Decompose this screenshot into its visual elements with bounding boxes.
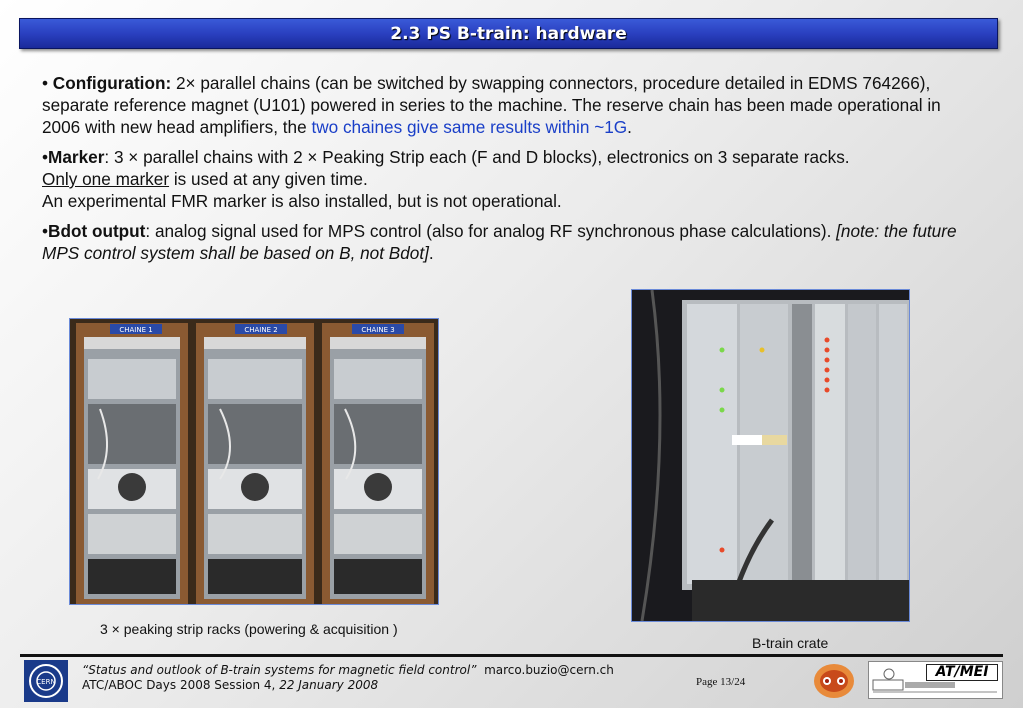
footer-divider xyxy=(20,654,1003,657)
bullet-bdot xyxy=(42,220,962,264)
chain-label-3: CHAINE 3 xyxy=(361,326,395,334)
slide-title-bar xyxy=(19,18,998,49)
config-highlight: two chaines give same results within ~1G xyxy=(311,117,628,137)
footer-text xyxy=(82,663,614,693)
marker-label: Marker xyxy=(48,147,105,167)
bdot-label: Bdot output xyxy=(48,221,146,241)
rack-cabinet-2 xyxy=(196,323,314,604)
config-text: 2× parallel chains (can be switched by swapping connectors, procedure detailed in EDMS 764266), separate reference magnet (U101) powered in series to the machine. The reserve chain has been made operational in 2006 with new head amplifiers, the xyxy=(42,73,941,137)
bdot-note: [note: the future MPS control system shall be based on B, not Bdot] xyxy=(42,221,957,263)
atmei-label: AT/MEI xyxy=(926,664,998,681)
config-end: . xyxy=(627,117,632,137)
page-number: Page 13/24 xyxy=(696,676,746,688)
marker-text2: is used at any given time. xyxy=(169,169,368,189)
footer-line-1 xyxy=(82,663,614,678)
crate-photo xyxy=(631,289,910,622)
slide-content xyxy=(42,72,962,272)
footer-quote: “Status and outlook of B-train systems for magnetic field control” xyxy=(82,663,477,677)
crate-caption: B-train crate xyxy=(752,635,829,651)
atmei-logo xyxy=(868,661,1003,699)
config-label: Configuration: xyxy=(52,73,172,93)
slide-title: 2.3 PS B-train: hardware xyxy=(390,23,627,44)
footer-event: ATC/ABOC Days 2008 Session 4, xyxy=(82,678,280,692)
rack-cabinet-1 xyxy=(76,323,188,604)
bullet-mark: • xyxy=(42,73,53,93)
bdot-text: : analog signal used for MPS control (also for analog RF synchronous phase calculations). xyxy=(145,221,837,241)
chain-label-1: CHAINE 1 xyxy=(119,326,153,334)
bdot-end: . xyxy=(428,243,434,263)
cern-logo-text: CERN xyxy=(36,678,56,686)
marker-underlined: Only one marker xyxy=(42,169,170,189)
footer-email: marco.buzio@cern.ch xyxy=(484,663,614,677)
footer-line-2 xyxy=(82,678,614,693)
racks-caption: 3 × peaking strip racks (powering & acquisition ) xyxy=(100,621,398,637)
bullet-configuration xyxy=(42,72,962,138)
rack-cabinet-3 xyxy=(322,323,434,604)
marker-text: : 3 × parallel chains with 2 × Peaking Strip each (F and D blocks), electronics on 3 separate racks. xyxy=(104,147,850,167)
marker-line3: An experimental FMR marker is also installed, but is not operational. xyxy=(42,191,562,211)
racks-photo xyxy=(69,318,439,605)
chain-label-2: CHAINE 2 xyxy=(244,326,278,334)
footer-date: 22 January 2008 xyxy=(279,678,379,692)
bullet-mark: • xyxy=(42,147,49,167)
cern-logo xyxy=(24,660,68,702)
bullet-mark: • xyxy=(42,221,49,241)
bullet-marker xyxy=(42,146,962,212)
lhc-logo xyxy=(812,662,856,700)
